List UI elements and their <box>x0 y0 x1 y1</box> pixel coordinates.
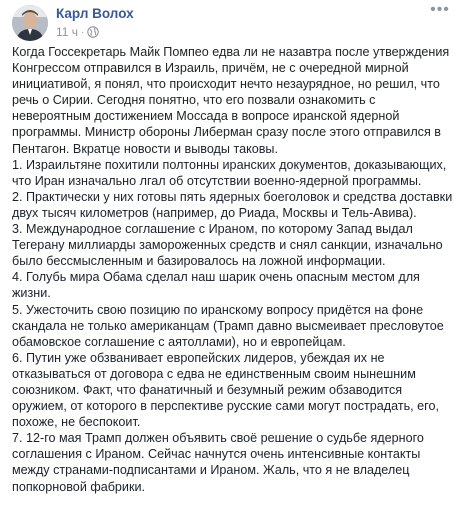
author-name[interactable]: Карл Волох <box>56 6 134 21</box>
post-text <box>12 44 457 495</box>
post-paragraph-2: 2. Практически у них готовы пять ядерных боеголовок и средства доставки двух тысяч километров (например, до Риада, Москвы и Тель-Авива). <box>12 189 453 220</box>
post-paragraph-3: 3. Международное соглашение с Ираном, по которому Запад выдал Тегерану миллиарды замороженных средств и снял санкции, изначально было бессмысленным и базировалось на ложной информации. <box>12 222 443 269</box>
post-header <box>12 1 452 41</box>
more-options-icon[interactable]: ••• <box>430 1 450 18</box>
post-paragraph-7: 7. 12-го мая Трамп должен объявить своё решение о судьбе ядерного соглашения с Ираном. Сейчас начнутся очень интенсивные контакты между странами-подписантами и Ираном. Жаль, что я не владелец попкорновой фабрики. <box>12 431 424 494</box>
avatar[interactable] <box>12 5 48 41</box>
profile-photo <box>12 5 48 41</box>
post-paragraph-5: 5. Ужесточить свою позицию по иранскому вопросу придётся на фоне скандала не только американцам (Трамп давно высмеивает пресловутое обамовское соглашение с аятоллами), но и европейцам. <box>12 302 444 349</box>
post-time[interactable]: 11 ч <box>56 25 79 39</box>
globe-icon[interactable] <box>87 26 99 38</box>
meta-separator: · <box>81 26 85 38</box>
post-paragraph-1: 1. Израильтяне похитили полтонны иранских документов, доказывающих, что Иран изначально лгал об отсутствии военно-ядерной программы. <box>12 157 447 188</box>
post-paragraph-4: 4. Голубь мира Обама сделал наш шарик очень опасным местом для жизни. <box>12 270 420 301</box>
post-paragraph-intro: Когда Госсекретарь Майк Помпео едва ли не назавтра после утверждения Конгрессом отправился в Израиль, причём, не с очередной мирной инициативой, я понял, что происходит нечто незаурядное, но решил, что речь о Сирии. Сегодня понятно, что его позвали ознакомить с невероятным достижением Моссада в вопросе иранской ядерной программы. Министр обороны Либерман сразу после этого отправился в Пентагон. Вкратце новости и выводы таковы. <box>12 45 450 156</box>
post-meta <box>56 25 99 39</box>
post-paragraph-6: 6. Путин уже обзванивает европейских лидеров, убеждая их не отказываться от договора с едва не единственным своим нынешним союзником. Факт, что фанатичный и безумный режим обзаводится оружием, от которого в перспективе русские сами могут пострадать, его, похоже, не беспокоит. <box>12 350 439 430</box>
